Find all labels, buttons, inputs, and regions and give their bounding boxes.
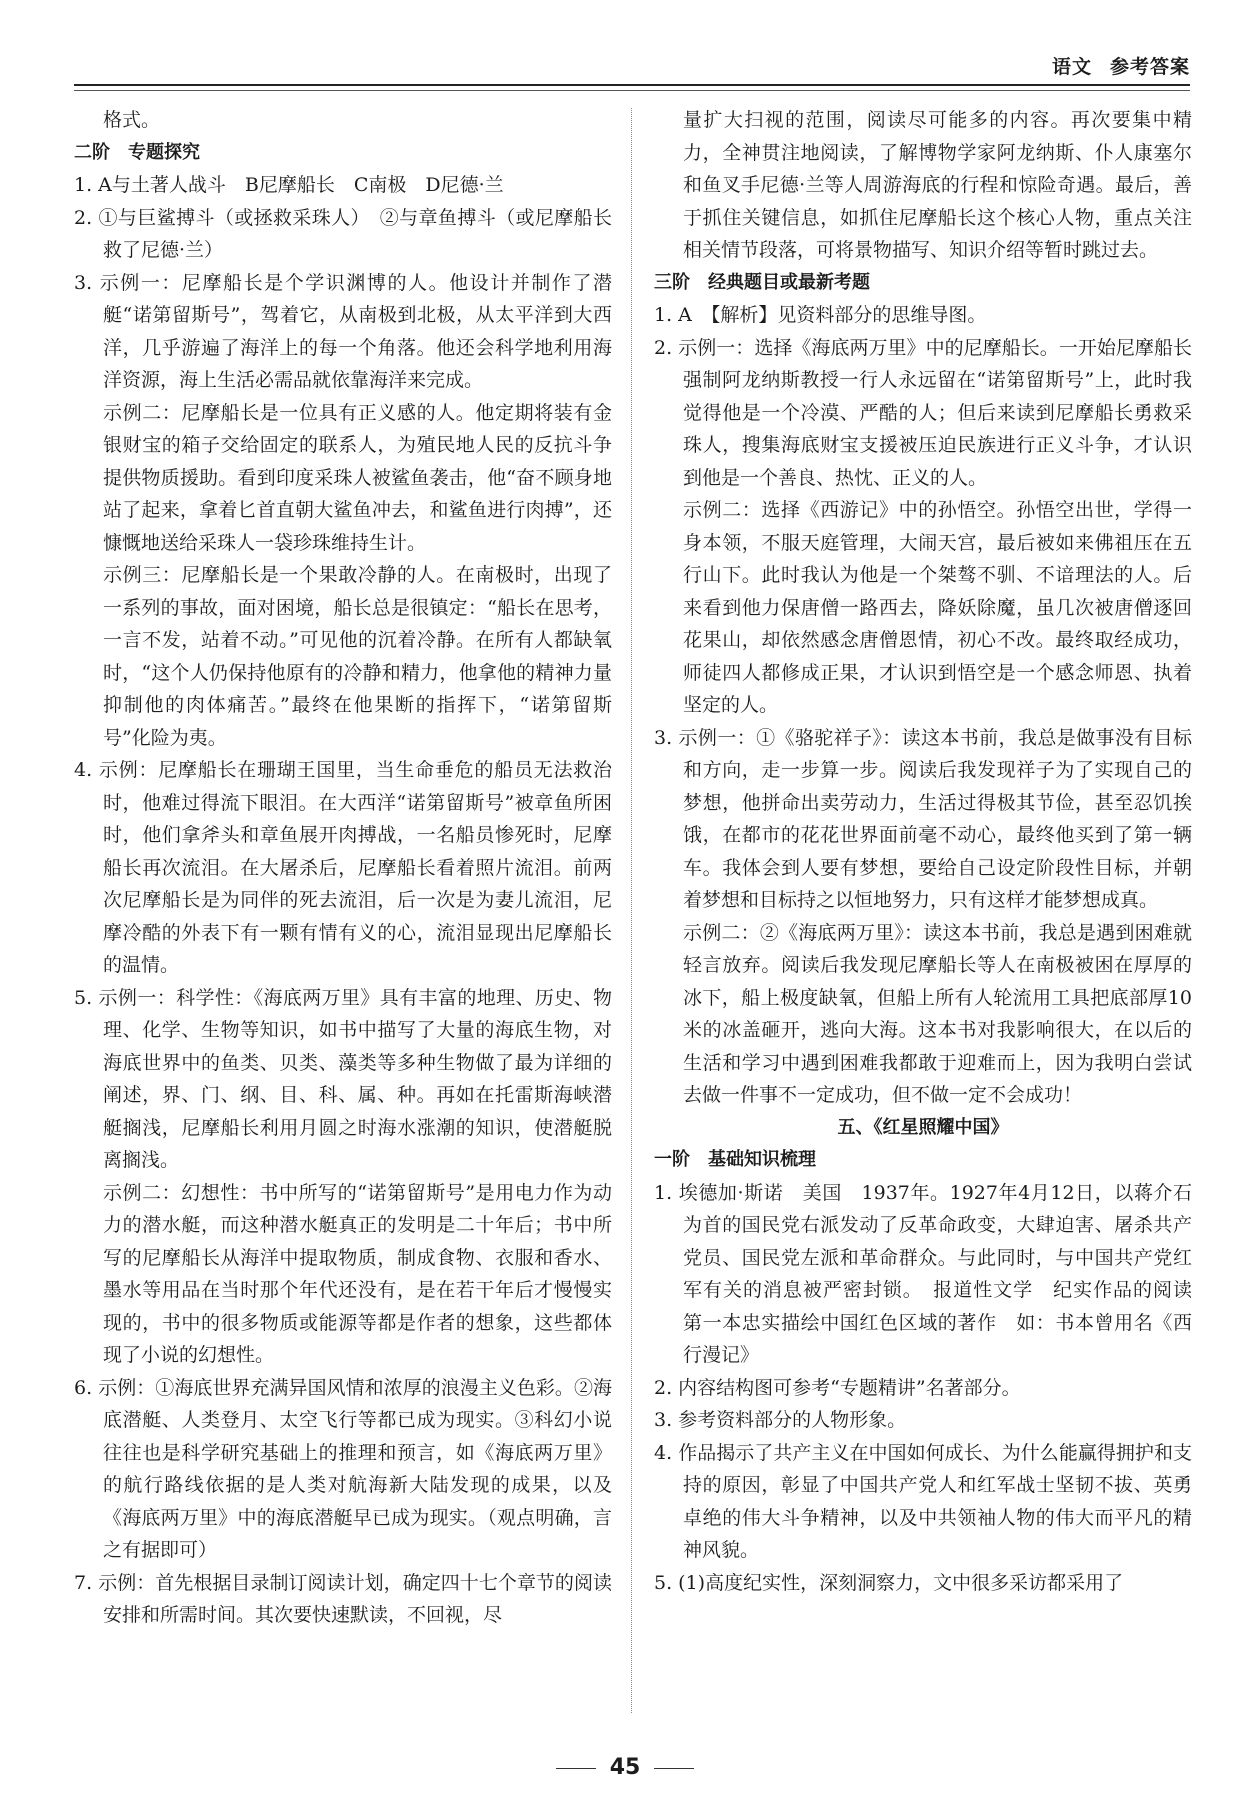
answer-paragraph: 2. 内容结构图可参考“专题精讲”名著部分。 [654,1376,1021,1399]
header-rule-thin [74,90,1190,91]
answer-paragraph: 示例二：②《海底两万里》：读这本书前，我总是遇到困难就轻言放弃。阅读后我发现尼摩船长等人在南极被困在厚厚的冰下，船上极度缺氧，但船上所有人轮流用工具把底部厚10米的冰盖砸开，逃向大海。这本书对我影响很大，在以后的生活和学习中遇到困难我都敢于迎难而上，因为我明白尝试去做一件事不一定成功，但不做一定不会成功！ [683,921,1192,1106]
answer-paragraph: 1. A与土著人战斗 B尼摩船长 C南极 D尼德·兰 [74,174,504,196]
answer-paragraph: 示例二：尼摩船长是一位具有正义感的人。他定期将装有金银财宝的箱子交给固定的联系人，为殖民地人民的反抗斗争提供物质援助。看到印度采珠人被鲨鱼袭击，他“奋不顾身地站了起来，拿着匕首直朝大鲨鱼冲去，和鲨鱼进行肉搏”，还慷慨地送给采珠人一袋珍珠维持生计。 [103,401,612,554]
answer-paragraph: 量扩大扫视的范围，阅读尽可能多的内容。再次要集中精力，全神贯注地阅读，了解博物学家阿龙纳斯、仆人康塞尔和鱼叉手尼德·兰等人周游海底的行程和惊险奇遇。最后，善于抓住关键信息，如抓住尼摩船长这个核心人物，重点关注相关情节段落，可将景物描写、知识介绍等暂时跳过去。 [683,109,1192,261]
answer-paragraph: 4. 作品揭示了共产主义在中国如何成长、为什么能赢得拥护和支持的原因，彰显了中国共产党人和红军战士坚韧不拔、英勇卓绝的伟大斗争精神，以及中共领袖人物的伟大而平凡的精神风貌。 [654,1441,1192,1561]
answer-paragraph: 1. A 【解析】见资料部分的思维导图。 [654,304,987,326]
section-heading: 五、《红星照耀中国》 [837,1116,1009,1138]
answer-paragraph: 2. ①与巨鲨搏斗（或拯救采珠人） ②与章鱼搏斗（或尼摩船长救了尼德·兰） [74,206,612,261]
section-heading: 一阶 基础知识梳理 [654,1149,816,1170]
answer-paragraph: 4. 示例：尼摩船长在珊瑚王国里，当生命垂危的船员无法救治时，他难过得流下眼泪。在大西洋“诺第留斯号”被章鱼所困时，他们拿斧头和章鱼展开肉搏战，一名船员惨死时，尼摩船长再次流泪。在大屠杀后，尼摩船长看着照片流泪。前两次尼摩船长是为同伴的死去流泪，后一次是为妻儿流泪，尼摩冷酷的外表下有一颗有情有义的心，流泪显现出尼摩船长的温情。 [74,759,612,976]
left-column [74,104,612,1632]
footer-dash-right [654,1768,694,1769]
footer-dash-left [556,1768,596,1769]
header-title: 参考答案 [1109,56,1190,78]
answer-paragraph: 7. 示例：首先根据目录制订阅读计划，确定四十七个章节的阅读安排和所需时间。其次要快速默读，不回视，尽 [74,1571,612,1626]
answer-paragraph: 3. 示例一：尼摩船长是个学识渊博的人。他设计并制作了潜艇“诺第留斯号”，驾着它，从南极到北极，从太平洋到大西洋，几乎游遍了海洋上的每一个角落。他还会科学地利用海洋资源，海上生活必需品就依靠海洋来完成。 [74,271,612,391]
running-header [1034,52,1190,79]
header-subject: 语文 [1051,56,1092,78]
answer-paragraph: 示例三：尼摩船长是一个果敢冷静的人。在南极时，出现了一系列的事故，面对困境，船长总是很镇定：“船长在思考，一言不发，站着不动。”可见他的沉着冷静。在所有人都缺氧时，“这个人仍保持他原有的冷静和精力，他拿他的精神力量抑制他的肉体痛苦。”最终在他果断的指挥下，“诺第留斯号”化险为夷。 [103,564,612,749]
answer-paragraph: 3. 参考资料部分的人物形象。 [654,1409,907,1431]
column-divider [631,108,632,1713]
right-column [654,104,1212,1599]
answer-paragraph: 示例二：选择《西游记》中的孙悟空。孙悟空出世，学得一身本领，不服天庭管理，大闹天宫，最后被如来佛祖压在五行山下。此时我认为他是一个桀骜不驯、不谙理法的人。后来看到他力保唐僧一路西去，降妖除魔，虽几次被唐僧逐回花果山，却依然感念唐僧恩情，初心不改。最终取经成功，师徒四人都修成正果，才认识到悟空是一个感念师恩、执着坚定的人。 [683,499,1192,716]
answer-paragraph: 5. (1)高度纪实性，深刻洞察力，文中很多采访都采用了 [654,1571,1124,1594]
answer-paragraph: 6. 示例：①海底世界充满异国风情和浓厚的浪漫主义色彩。②海底潜艇、人类登月、太空飞行等都已成为现实。③科幻小说往往也是科学研究基础上的推理和预言，如《海底两万里》的航行路线依据的是人类对航海新大陆发现的成果，以及《海底两万里》中的海底潜艇早已成为现实。（观点明确，言之有据即可） [74,1376,612,1561]
page-footer [0,1755,1250,1780]
answer-paragraph: 3. 示例一：①《骆驼祥子》：读这本书前，我总是做事没有目标和方向，走一步算一步。阅读后我发现祥子为了实现自己的梦想，他拼命出卖劳动力，生活过得极其节俭，甚至忍饥挨饿，在都市的花花世界面前毫不动心，最终他买到了第一辆车。我体会到人要有梦想，要给自己设定阶段性目标，并朝着梦想和目标持之以恒地努力，只有这样才能梦想成真。 [654,726,1192,911]
section-heading: 三阶 经典题目或最新考题 [654,271,870,293]
page-number: 45 [609,1755,641,1780]
answer-paragraph: 5. 示例一：科学性：《海底两万里》具有丰富的地理、历史、物理、化学、生物等知识，如书中描写了大量的海底生物，对海底世界中的鱼类、贝类、藻类等多种生物做了最为详细的阐述，界、门、纲、目、科、属、种。再如在托雷斯海峡潜艇搁浅，尼摩船长利用月圆之时海水涨潮的知识，使潜艇脱离搁浅。 [74,986,612,1171]
answer-paragraph: 2. 示例一：选择《海底两万里》中的尼摩船长。一开始尼摩船长强制阿龙纳斯教授一行人永远留在“诺第留斯号”上，此时我觉得他是一个冷漠、严酷的人；但后来读到尼摩船长勇救采珠人，搜集海底财宝支援被压迫民族进行正义斗争，才认识到他是一个善良、热忱、正义的人。 [654,336,1192,489]
header-rule-thick [74,84,1190,86]
section-heading: 二阶 专题探究 [74,141,200,163]
answer-paragraph: 示例二：幻想性：书中所写的“诺第留斯号”是用电力作为动力的潜水艇，而这种潜水艇真正的发明是二十年后；书中所写的尼摩船长从海洋中提取物质，制成食物、衣服和香水、墨水等用品在当时那个年代还没有，是在若干年后才慢慢实现的，书中的很多物质或能源等都是作者的想象，这些都体现了小说的幻想性。 [103,1181,612,1366]
answer-paragraph: 格式。 [103,109,161,131]
answer-paragraph: 1. 埃德加·斯诺 美国 1937年。1927年4月12日，以蒋介石为首的国民党右派发动了反革命政变，大肆迫害、屠杀共产党员、国民党左派和革命群众。与此同时，与中国共产党红军有关的消息被严密封锁。 报道性文学 纪实作品的阅读 第一本忠实描绘中国红色区域的著作 如：书本曾用名《西行漫记》 [654,1181,1212,1366]
